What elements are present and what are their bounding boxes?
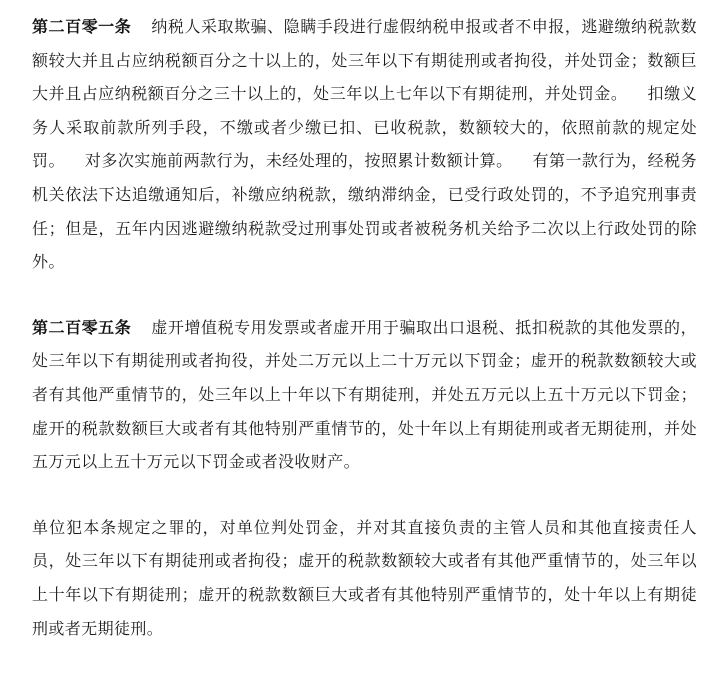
- article-201-clause-3: 对多次实施前两款行为，未经处理的，按照累计数额计算。: [84, 151, 513, 171]
- article-201-clause-1: 纳税人采取欺骗、隐瞒手段进行虚假纳税申报或者不申报，逃避缴纳税款数额较大并且占应纳税额百分之十以上的，处三年以下有期徒刑或者拘役，并处罚金；数额巨大并且占应纳税额百分之三十以上的，处三年以上七年以下有期徒刑，并处罚金。: [32, 17, 697, 104]
- article-201-clause-4: 有第一款行为，经税务机关依法下达追缴通知后，补缴应纳税款，缴纳滞纳金，已受行政处罚的，不予追究刑事责任；但是，五年内因逃避缴纳税款受过刑事处罚或者被税务机关给予二次以上行政处罚的除外。: [32, 151, 697, 272]
- article-201-clause-2: 扣缴义务人采取前款所列手段，不缴或者少缴已扣、已收税款，数额较大的，依照前款的规定处罚。: [32, 84, 698, 171]
- article-205-label: 第二百零五条: [32, 317, 132, 337]
- article-201-paragraph: [32, 10, 697, 279]
- article-201-label: 第二百零一条: [32, 17, 132, 36]
- article-205-paragraph: [32, 311, 697, 479]
- article-205-text: 虚开增值税专用发票或者虚开用于骗取出口退税、抵扣税款的其他发票的，处三年以下有期徒刑或者拘役，并处二万元以上二十万元以下罚金；虚开的税款数额较大或者有其他严重情节的，处三年以上十年以下有期徒刑，并处五万元以上五十万元以下罚金；虚开的税款数额巨大或者有其他特别严重情节的，处十年以上有期徒刑或者无期徒刑，并处五万元以上五十万元以下罚金或者没收财产。: [32, 317, 697, 472]
- unit-clause-paragraph: [32, 511, 697, 645]
- unit-clause-text: 单位犯本条规定之罪的，对单位判处罚金，并对其直接负责的主管人员和其他直接责任人员，处三年以下有期徒刑或者拘役；虚开的税款数额较大或者有其他严重情节的，处三年以上十年以下有期徒刑；虚开的税款数额巨大或者有其他特别严重情节的，处十年以上有期徒刑或者无期徒刑。: [32, 517, 697, 638]
